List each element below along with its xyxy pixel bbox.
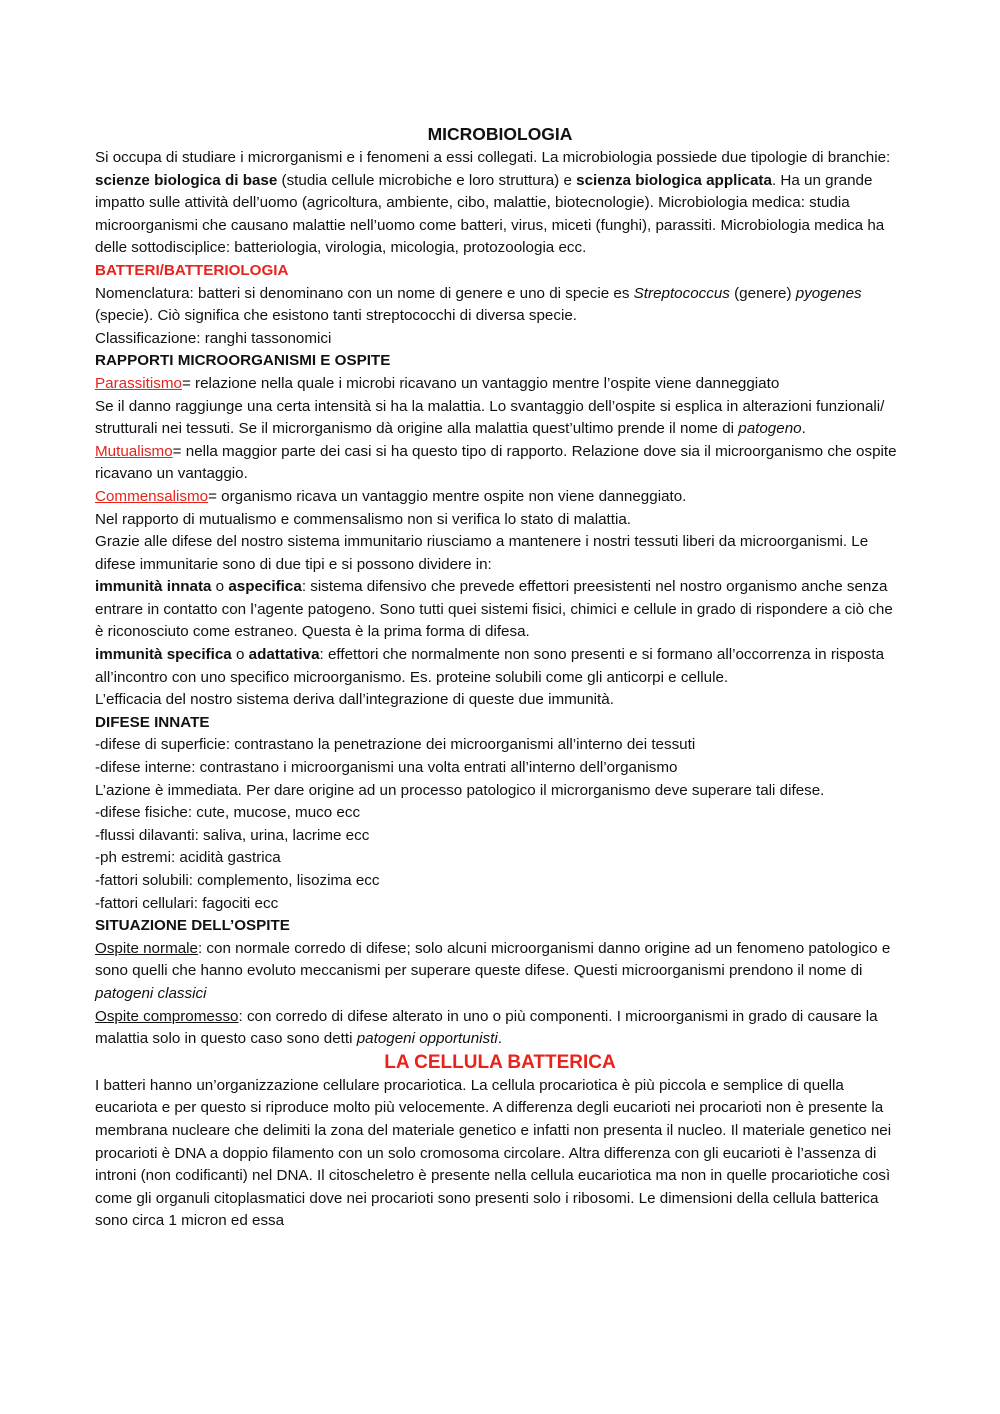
term-immunita-specifica: immunità specifica: [95, 646, 232, 664]
term-aspecifica: aspecifica: [228, 578, 302, 596]
term-patogeni-opportunisti: patogeni opportunisti: [356, 1030, 498, 1048]
section-heading-difese: DIFESE INNATE: [95, 713, 210, 731]
nomenclatura-text-3: (specie). Ciò significa che esistono tanti streptococchi di diversa specie.: [95, 307, 578, 325]
parassitismo-paragraph: [95, 373, 905, 396]
danno-paragraph: [95, 396, 905, 441]
section-title-cellula: LA CELLULA BATTERICA: [384, 1051, 616, 1073]
immunita-innata-paragraph: [95, 576, 905, 644]
page-title: MICROBIOLOGIA: [427, 124, 573, 144]
intro-text-1: Si occupa di studiare i microrganismi e i fenomeni a essi collegati. La microbiologia possiede due tipologie di branchie:: [95, 149, 891, 166]
danno-text: Se il danno raggiunge una certa intensità si ha la malattia. Lo svantaggio dell’ospite si esplica in alterazioni funzionali/ strutturali nei tessuti. Se il microrganismo dà origine alla malattia quest’ultimo prende il nome di: [95, 397, 885, 438]
ospite-normale-paragraph: [95, 938, 905, 1006]
parassitismo-definition: = relazione nella quale i microbi ricavano un vantaggio mentre l’ospite viene danneggiato: [181, 374, 780, 392]
grazie-paragraph: Grazie alle difese del nostro sistema immunitario riusciamo a mantenere i nostri tessuti liberi da microorganismi. Le difese immunitarie sono di due tipi e si possono dividere in:: [95, 533, 869, 573]
intro-text-2: (studia cellule microbiche e loro struttura) e: [277, 171, 577, 189]
term-mutualismo: Mutualismo: [95, 442, 173, 460]
danno-period: .: [801, 420, 806, 438]
intro-bold-base: scienze biologica di base: [95, 171, 278, 189]
cellula-paragraph: I batteri hanno un’organizzazione cellulare procariotica. La cellula procariotica è più piccola e semplice di quella eucariota e per questo si riproduce molto più velocemente. A differenza degli eucarioti nei procarioti non è presente la membrana nucleare che delimiti la zona del materiale genetico e infatti non presenta il nucleo. Il materiale genetico nei procarioti è DNA a doppio filamento con un solo cromosoma circolare. Altra differenza con gli eucarioti è l’assenza di introni (non codificanti) nel DNA. Il citoscheletro è presente nella cellula eucariotica ma non in quelle procariotiche così come gli organuli citoplasmatici dove nei procarioti sono presenti solo i ribosomi. Le dimensioni della cellula batterica sono circa 1 micron ed essa: [95, 1076, 892, 1230]
mutualismo-definition: = nella maggior parte dei casi si ha questo tipo di rapporto. Relazione dove sia il microorganismo che ospite ricavano un vantaggio.: [95, 442, 897, 483]
azione-paragraph: L’azione è immediata. Per dare origine ad un processo patologico il microrganismo deve superare tali difese.: [95, 781, 825, 799]
nomenclatura-paragraph: [95, 283, 905, 328]
mutualismo-paragraph: [95, 441, 905, 486]
ospite-compromesso-period: .: [497, 1030, 502, 1048]
term-patogeni-classici: patogeni classici: [95, 984, 207, 1002]
fattori-cellulari-line: -fattori cellulari: fagociti ecc: [95, 894, 279, 912]
term-commensalismo: Commensalismo: [95, 487, 209, 505]
immunita-specifica-paragraph: [95, 644, 905, 689]
difese-superficie-line: -difese di superficie: contrastano la penetrazione dei microorganismi all’interno dei tessuti: [95, 736, 696, 754]
commensalismo-paragraph: [95, 486, 905, 509]
flussi-line: -flussi dilavanti: saliva, urina, lacrime ecc: [95, 826, 370, 844]
nomenclatura-text-2: (genere): [729, 284, 796, 302]
term-immunita-innata: immunità innata: [95, 578, 212, 596]
section-heading-rapporti: RAPPORTI MICROORGANISMI E OSPITE: [95, 352, 391, 370]
difese-interne-line: -difese interne: contrastano i microorganismi una volta entrati all’interno dell’organismo: [95, 759, 678, 777]
term-adattativa: adattativa: [248, 646, 320, 664]
intro-text-3: . Ha un grande impatto sulle attività dell’uomo (agricoltura, ambiente, cibo, malattie, biotecnologie). Microbiologia medica: studia microorganismi che causano malattie nell’uomo come batteri, virus, miceti (funghi), parassiti. Microbiologia medica ha delle sottodisciplice: batteriologia, virologia, micologia, protozoologia ecc.: [95, 171, 885, 257]
specifica-text: : effettori che normalmente non sono presenti e si formano all’occorrenza in risposta all’incontro con uno specifico microorganismo. Es. proteine solubili come gli anticorpi e cellule.: [95, 646, 885, 686]
intro-paragraph: [95, 147, 905, 260]
section-heading-batteri: BATTERI/BATTERIOLOGIA: [95, 261, 289, 279]
ospite-normale-text: : con normale corredo di difese; solo alcuni microorganismi danno origine ad un fenomeno patologico e sono quelli che hanno evoluto meccanismi per superare queste difese. Questi microorganismi prendono il nome di: [95, 939, 891, 980]
species-name: pyogenes: [795, 284, 862, 302]
difese-fisiche-line: -difese fisiche: cute, mucose, muco ecc: [95, 804, 361, 822]
term-patogeno: patogeno: [738, 420, 802, 438]
document-page: [95, 121, 905, 1233]
section-heading-situazione: SITUAZIONE DELL’OSPITE: [95, 917, 290, 935]
fattori-solubili-line: -fattori solubili: complemento, lisozima ecc: [95, 872, 380, 889]
nomenclatura-text-1: Nomenclatura: batteri si denominano con un nome di genere e uno di specie es: [95, 284, 634, 302]
commensalismo-definition: = organismo ricava un vantaggio mentre ospite non viene danneggiato.: [208, 487, 687, 505]
nel-rapporto-line: Nel rapporto di mutualismo e commensalismo non si verifica lo stato di malattia.: [95, 510, 632, 528]
ospite-compromesso-paragraph: [95, 1006, 905, 1051]
ph-line: -ph estremi: acidità gastrica: [95, 849, 281, 867]
specifica-or: o: [231, 646, 249, 664]
innata-or: o: [211, 578, 229, 596]
classificazione-line: Classificazione: ranghi tassonomici: [95, 329, 332, 347]
term-ospite-compromesso: Ospite compromesso: [95, 1007, 239, 1025]
efficacia-line: L’efficacia del nostro sistema deriva dall’integrazione di queste due immunità.: [95, 691, 614, 709]
term-ospite-normale: Ospite normale: [95, 939, 198, 957]
intro-bold-applicata: scienza biologica applicata: [576, 171, 772, 189]
ospite-compromesso-text: : con corredo di difese alterato in uno o più componenti. I microorganismi in grado di causare la malattia solo in questo caso sono detti: [95, 1007, 878, 1048]
genus-name: Streptococcus: [633, 284, 730, 302]
term-parassitismo: Parassitismo: [95, 374, 182, 392]
innata-text: : sistema difensivo che prevede effettori preesistenti nel nostro organismo anche senza entrare in contatto con l’agente patogeno. Sono tutti quei sistemi fisici, chimici e cellule in grado di rispondere a ciò che è riconosciuto come estraneo. Questa è la prima forma di difesa.: [95, 578, 893, 641]
